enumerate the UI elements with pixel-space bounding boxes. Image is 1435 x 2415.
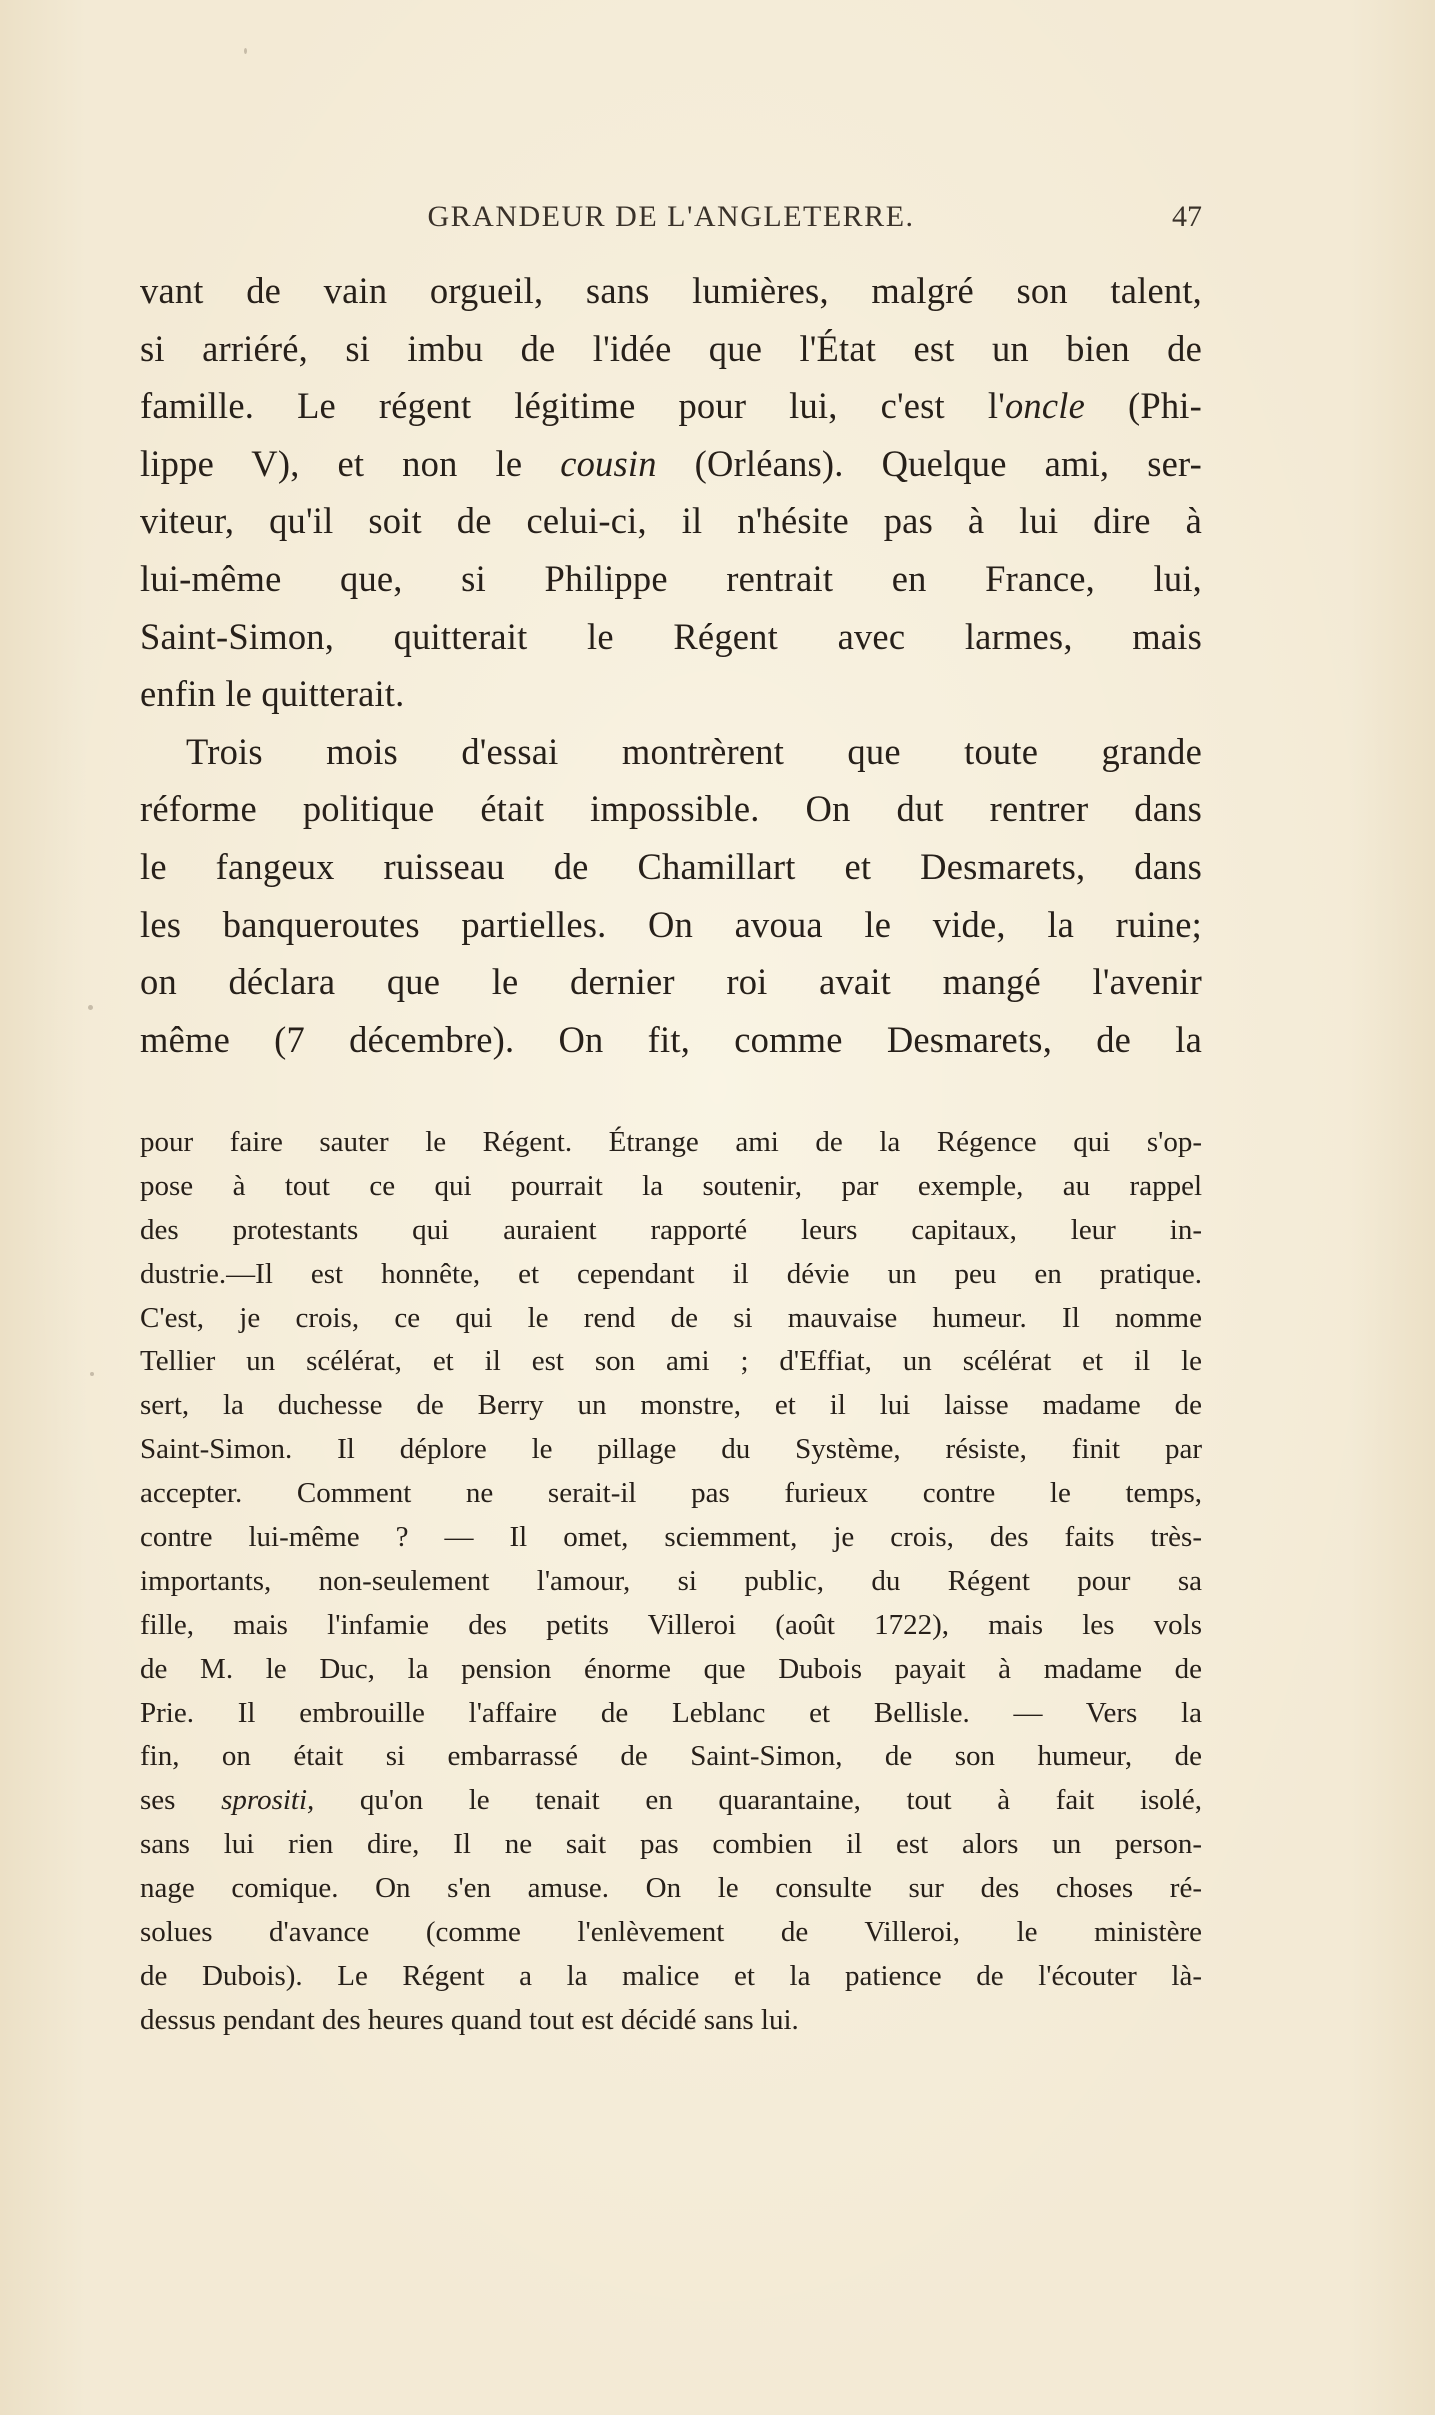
main-text <box>140 262 1202 1068</box>
text-run: (Orléans). Quelque ami, ser- <box>656 442 1202 484</box>
text-line: vant de vain orgueil, sans lumières, malgré son talent, <box>140 270 1202 311</box>
page-number: 47 <box>1172 200 1202 233</box>
footnote-line: de Dubois). Le Régent a la malice et la patience de l'écouter là- <box>140 1959 1202 1992</box>
text-run: (Phi- <box>1085 385 1203 427</box>
text-line: le fangeux ruisseau de Chamillart et Desmarets, dans <box>140 845 1202 887</box>
text-run: lippe V), et non le <box>140 442 561 484</box>
footnote-line: solues d'avance (comme l'enlèvement de Villeroi, le ministère <box>140 1916 1202 1949</box>
footnote-line <box>140 1779 1202 1823</box>
text-run: ses <box>140 1784 222 1817</box>
text-line: viteur, qu'il soit de celui-ci, il n'hésite pas à lui dire à <box>140 500 1202 542</box>
text-line: même (7 décembre). On fit, comme Desmarets, de la <box>140 1018 1202 1060</box>
text-line: lui-même que, si Philippe rentrait en France, lui, <box>140 557 1202 599</box>
text-line: les banqueroutes partielles. On avoua le vide, la ruine; <box>140 903 1202 945</box>
footnote-line: sans lui rien dire, Il ne sait pas combien il est alors un person- <box>140 1828 1202 1861</box>
paper-speck <box>90 1372 94 1376</box>
text-run: famille. Le régent légitime pour lui, c'est l' <box>140 385 1005 427</box>
text-line: réforme politique était impossible. On dut rentrer dans <box>140 788 1202 830</box>
footnote-line: pour faire sauter le Régent. Étrange ami de la Régence qui s'op- <box>140 1126 1202 1158</box>
footnote-line: contre lui-même ? — Il omet, sciemment, je crois, des faits très- <box>140 1521 1202 1554</box>
text-line: Saint-Simon, quitterait le Régent avec larmes, mais <box>140 615 1202 657</box>
footnote-line: importants, non-seulement l'amour, si public, du Régent pour sa <box>140 1564 1202 1597</box>
footnote-line: Saint-Simon. Il déplore le pillage du Système, résiste, finit par <box>140 1433 1202 1466</box>
text-line <box>140 435 1202 493</box>
footnote-line: accepter. Comment ne serait-il pas furieux contre le temps, <box>140 1477 1202 1510</box>
footnote-line: des protestants qui auraient rapporté leurs capitaux, leur in- <box>140 1213 1202 1246</box>
paper-speck <box>244 48 247 54</box>
footnote-line: dessus pendant des heures quand tout est décidé sans lui. <box>140 2003 799 2036</box>
footnote-line: nage comique. On s'en amuse. On le consulte sur des choses ré- <box>140 1872 1202 1905</box>
footnote-line: pose à tout ce qui pourrait la soutenir, par exemple, au rappel <box>140 1169 1202 1202</box>
footnote-line: sert, la duchesse de Berry un monstre, et il lui laisse madame de <box>140 1389 1202 1422</box>
italic-word: cousin <box>560 442 657 484</box>
text-line <box>140 377 1202 435</box>
text-line: on déclara que le dernier roi avait mangé l'avenir <box>140 961 1202 1003</box>
footnote-line: de M. le Duc, la pension énorme que Dubois payait à madame de <box>140 1652 1202 1685</box>
paper-speck <box>88 1005 93 1010</box>
footnote-line: fin, on était si embarrassé de Saint-Simon, de son humeur, de <box>140 1740 1202 1773</box>
italic-word: sprositi, <box>221 1784 315 1817</box>
footnote-line: Prie. Il embrouille l'affaire de Leblanc et Bellisle. — Vers la <box>140 1696 1202 1729</box>
text-line: si arriéré, si imbu de l'idée que l'État est un bien de <box>140 327 1202 369</box>
text-line: enfin le quitterait. <box>140 673 405 715</box>
footnote-line: Tellier un scélérat, et il est son ami ; d'Effiat, un scélérat et il le <box>140 1345 1202 1378</box>
paragraph-first-line: Trois mois d'essai montrèrent que toute grande <box>186 730 1202 772</box>
running-title: GRANDEUR DE L'ANGLETERRE. <box>427 200 915 233</box>
italic-word: oncle <box>1004 385 1086 427</box>
footnote-line: C'est, je crois, ce qui le rend de si mauvaise humeur. Il nomme <box>140 1301 1202 1334</box>
page-header <box>140 200 1202 246</box>
footnote-line: dustrie.—Il est honnête, et cependant il dévie un peu en pratique. <box>140 1257 1202 1290</box>
footnote-line: fille, mais l'infamie des petits Villeroi (août 1722), mais les vols <box>140 1608 1202 1641</box>
text-run: qu'on le tenait en quarantaine, tout à fait isolé, <box>314 1784 1202 1817</box>
footnote <box>140 1121 1202 2043</box>
